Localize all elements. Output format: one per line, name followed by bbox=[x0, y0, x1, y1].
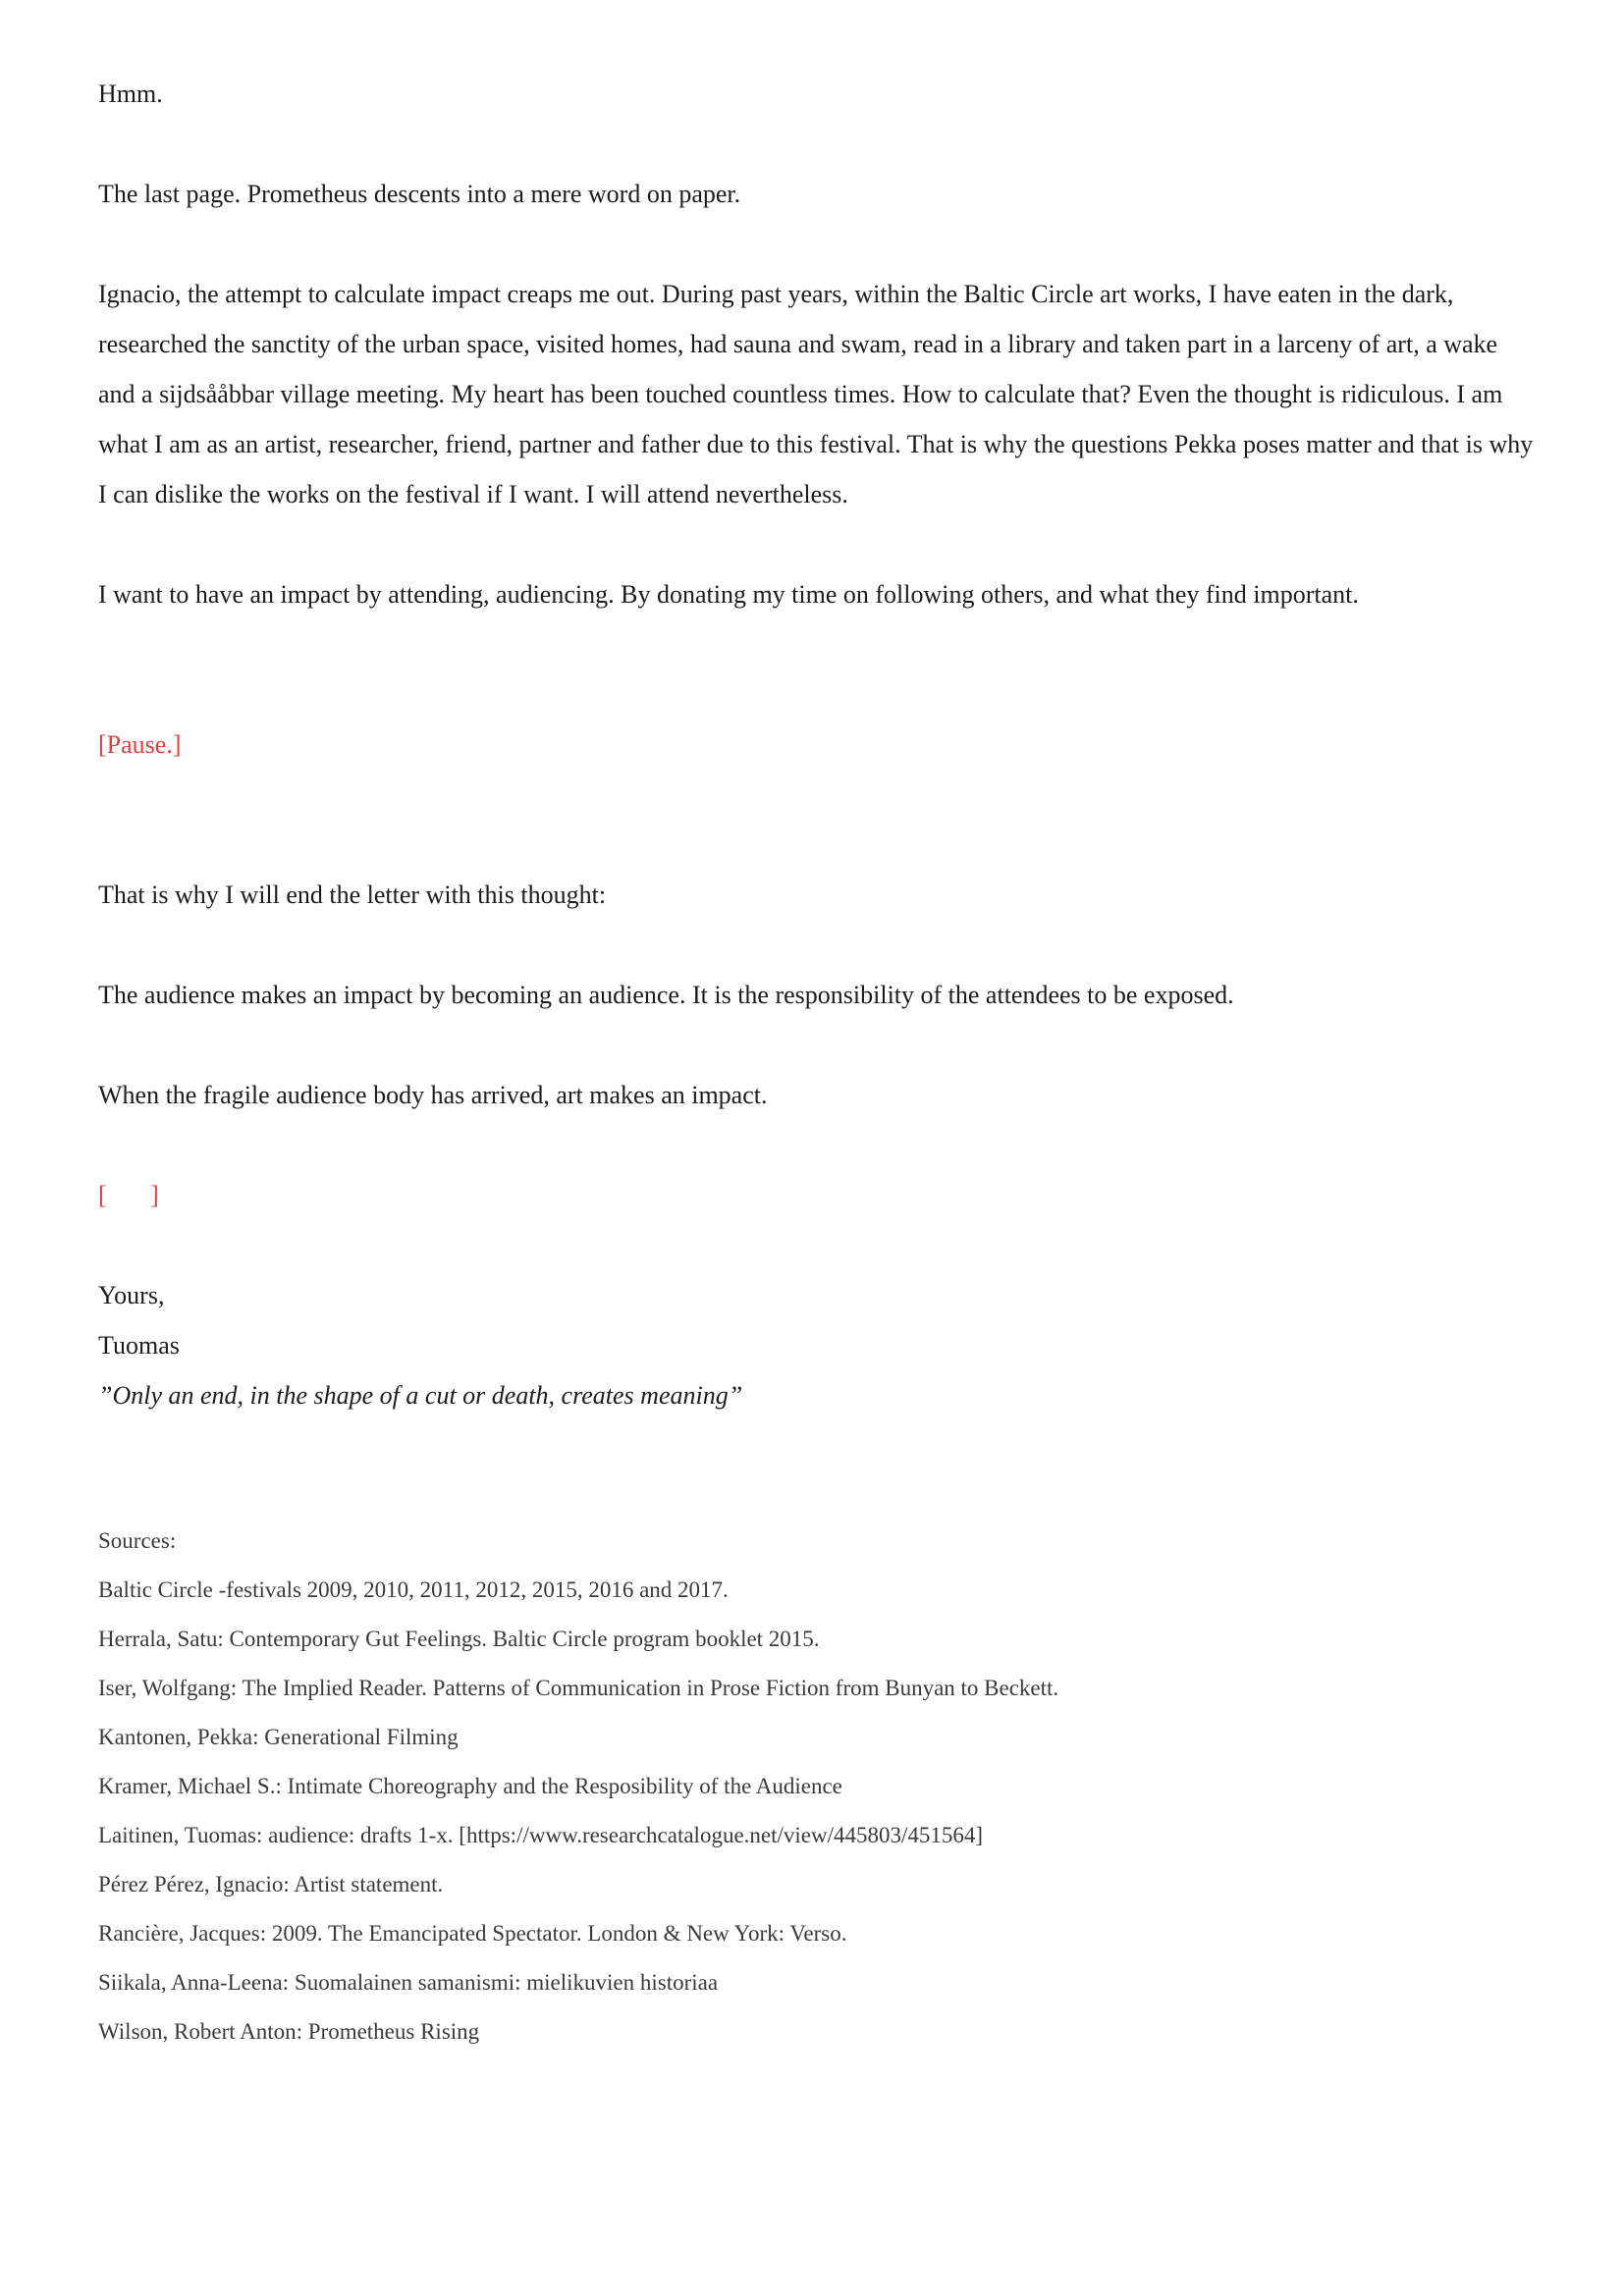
paragraph-impact: I want to have an impact by attending, audiencing. By donating my time on following others, and what they find important. bbox=[98, 580, 1359, 609]
paragraph-last-page: The last page. Prometheus descents into a mere word on paper. bbox=[98, 180, 741, 208]
empty-bracket-marker: [ ] bbox=[98, 1181, 161, 1209]
source-item-laitinen: Laitinen, Tuomas: audience: drafts 1-x. [https://www.researchcatalogue.net/view/445803/451564] bbox=[98, 1823, 984, 1847]
source-item-baltic-circle: Baltic Circle -festivals 2009, 2010, 2011, 2012, 2015, 2016 and 2017. bbox=[98, 1577, 729, 1602]
closing-quote: ”Only an end, in the shape of a cut or death, creates meaning” bbox=[98, 1381, 743, 1410]
sources-section bbox=[98, 1517, 1538, 2056]
signature-block bbox=[98, 1270, 1538, 1420]
source-item-iser: Iser, Wolfgang: The Implied Reader. Patterns of Communication in Prose Fiction from Bunyan to Beckett. bbox=[98, 1676, 1059, 1700]
paragraph-hmm: Hmm. bbox=[98, 80, 163, 108]
source-item-wilson: Wilson, Robert Anton: Prometheus Rising bbox=[98, 2019, 480, 2044]
paragraph-end-thought: That is why I will end the letter with this thought: bbox=[98, 881, 607, 909]
paragraph-fragile-body: When the fragile audience body has arrived, art makes an impact. bbox=[98, 1081, 768, 1109]
source-item-ranciere: Rancière, Jacques: 2009. The Emancipated Spectator. London & New York: Verso. bbox=[98, 1921, 847, 1946]
source-item-siikala: Siikala, Anna-Leena: Suomalainen samanismi: mielikuvien historiaa bbox=[98, 1970, 719, 1995]
letter-body bbox=[98, 69, 1538, 1420]
sources-heading: Sources: bbox=[98, 1528, 177, 1553]
closing-name: Tuomas bbox=[98, 1331, 180, 1360]
paragraph-audience-impact: The audience makes an impact by becoming an audience. It is the responsibility of the attendees to be exposed. bbox=[98, 981, 1234, 1009]
pause-marker: [Pause.] bbox=[98, 730, 182, 759]
paragraph-ignacio: Ignacio, the attempt to calculate impact creaps me out. During past years, within the Baltic Circle art works, I have eaten in the dark, researched the sanctity of the urban space, visited homes, had sauna and swam, read in a library and taken part in a larceny of art, a wake and a sijdsååbbar village meeting. My heart has been touched countless times. How to calculate that? Even the thought is ridiculous. I am what I am as an artist, researcher, friend, partner and father due to this festival. That is why the questions Pekka poses matter and that is why I can dislike the works on the festival if I want. I will attend nevertheless. bbox=[98, 280, 1534, 508]
closing-yours: Yours, bbox=[98, 1281, 165, 1309]
source-item-perez: Pérez Pérez, Ignacio: Artist statement. bbox=[98, 1872, 444, 1896]
source-item-kramer: Kramer, Michael S.: Intimate Choreography and the Resposibility of the Audience bbox=[98, 1774, 842, 1798]
source-item-kantonen: Kantonen, Pekka: Generational Filming bbox=[98, 1725, 459, 1749]
source-item-herrala: Herrala, Satu: Contemporary Gut Feelings. Baltic Circle program booklet 2015. bbox=[98, 1627, 820, 1651]
